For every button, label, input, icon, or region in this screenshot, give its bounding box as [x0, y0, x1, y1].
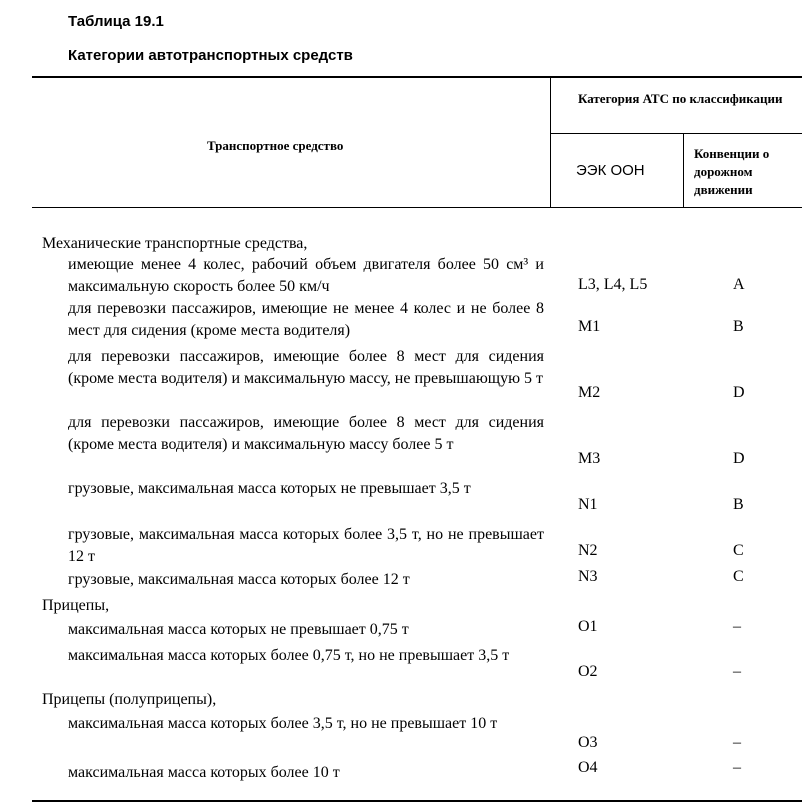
row-unece: M1 — [578, 318, 601, 335]
row-desc: грузовые, максимальная масса которых более 12 т — [68, 571, 410, 588]
group-trailers: Прицепы, — [42, 597, 110, 614]
row-desc: грузовые, максимальная масса которых более 3,5 т, но не превышает 12 т — [68, 526, 544, 565]
row-unece: M2 — [578, 384, 601, 401]
row-unece: O3 — [578, 734, 598, 751]
row-desc: максимальная масса которых не превышает 0,75 т — [68, 621, 409, 638]
header-divider-vehicle — [550, 77, 551, 208]
row-desc: максимальная масса которых более 0,75 т, но не превышает 3,5 т — [68, 647, 510, 664]
row-convention: C — [733, 542, 744, 559]
row-convention: – — [733, 663, 741, 680]
row-desc: максимальная масса которых более 10 т — [68, 764, 340, 781]
row-convention: D — [733, 450, 745, 467]
table-title: Категории автотранспортных средств — [68, 47, 353, 64]
row-unece: N3 — [578, 568, 598, 585]
row-unece: N1 — [578, 496, 598, 513]
header-col-unece: ЭЭК ООН — [576, 162, 645, 179]
row-desc: для перевозки пассажиров, имеющие более 8 мест для сидения (кроме места водителя) и максимальную массу, не превышающую 5 т — [68, 348, 544, 387]
row-unece: O1 — [578, 618, 598, 635]
row-desc: для перевозки пассажиров, имеющие более 8 мест для сидения (кроме места водителя) и максимальную массу более 5 т — [68, 414, 544, 453]
row-convention: – — [733, 734, 741, 751]
row-unece: O2 — [578, 663, 598, 680]
row-unece: M3 — [578, 450, 601, 467]
table-top-rule — [32, 76, 802, 78]
row-unece: O4 — [578, 759, 598, 776]
row-desc: грузовые, максимальная масса которых не превышает 3,5 т — [68, 480, 471, 497]
table-number: Таблица 19.1 — [68, 13, 164, 30]
header-divider-columns — [683, 133, 684, 208]
row-unece: L3, L4, L5 — [578, 276, 648, 293]
row-convention: B — [733, 496, 744, 513]
group-semitrailers: Прицепы (полуприцепы), — [42, 691, 217, 708]
row-convention: B — [733, 318, 744, 335]
row-unece: N2 — [578, 542, 598, 559]
row-desc: имеющие менее 4 колес, рабочий объем двигателя более 50 см³ и максимальную скорость более 50 км/ч — [68, 256, 544, 295]
row-desc: максимальная масса которых более 3,5 т, но не превышает 10 т — [68, 715, 498, 732]
row-convention: C — [733, 568, 744, 585]
header-col-convention: Конвенции о дорожном движении — [694, 146, 770, 197]
header-bottom-rule — [32, 207, 802, 208]
group-motor-vehicles: Механические транспортные средства, — [42, 235, 308, 252]
table-bottom-rule — [32, 800, 802, 802]
row-convention: A — [733, 276, 745, 293]
row-desc: для перевозки пассажиров, имеющие не менее 4 колес и не более 8 мест для сидения (кроме места водителя) — [68, 300, 544, 339]
header-category-group: Категория АТС по классификации — [578, 91, 783, 106]
row-convention: – — [733, 618, 741, 635]
header-divider-category — [550, 133, 802, 134]
row-convention: – — [733, 759, 741, 776]
header-vehicle: Транспортное средство — [207, 138, 344, 153]
row-convention: D — [733, 384, 745, 401]
